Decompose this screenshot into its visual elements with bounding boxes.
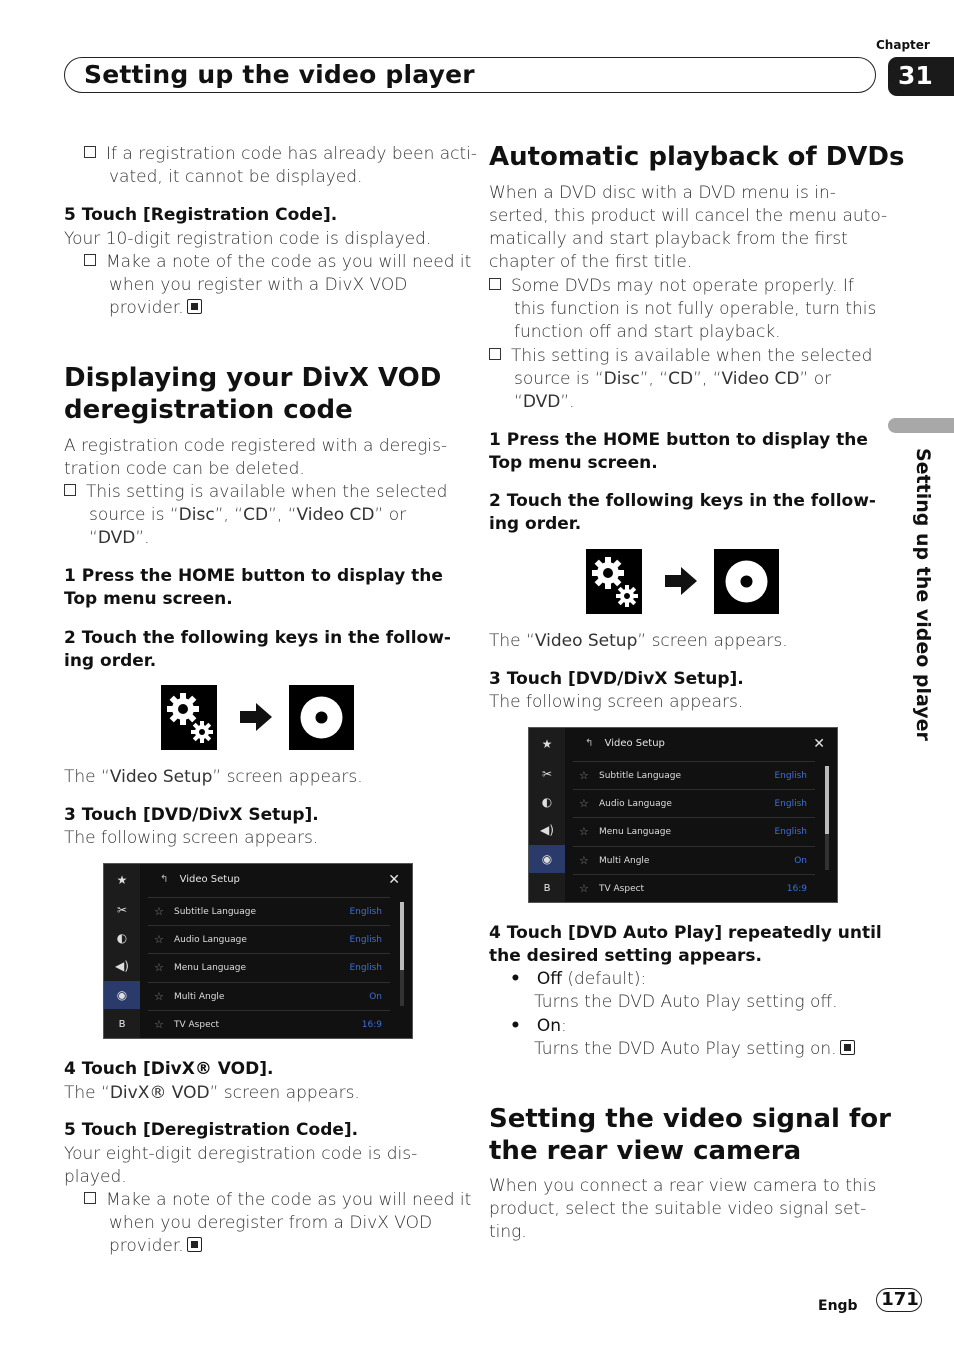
step-dvd-auto-play: 4 Touch [DVD Auto Play] repeatedly until the desired setting appears. bbox=[489, 923, 882, 966]
back-icon[interactable]: ↰ bbox=[585, 738, 594, 749]
video-icon[interactable]: ◉ bbox=[104, 981, 140, 1009]
setting-row[interactable]: ☆ Audio Language English bbox=[573, 789, 815, 818]
note-icon bbox=[84, 146, 96, 158]
setting-row[interactable]: ☆ Menu Language English bbox=[148, 953, 390, 982]
gear-icon bbox=[161, 685, 217, 750]
setting-row[interactable]: ☆ TV Aspect 16:9 bbox=[148, 1010, 390, 1039]
setting-row[interactable]: ☆ Multi Angle On bbox=[148, 982, 390, 1011]
step-press-home: 1 Press the HOME button to display the Top menu screen. bbox=[489, 430, 868, 473]
step-dvd-divx-setup: 3 Touch [DVD/DivX Setup]. bbox=[64, 805, 319, 825]
theme-icon[interactable]: ◐ bbox=[541, 795, 553, 809]
star-icon[interactable]: ☆ bbox=[154, 1018, 164, 1031]
star-icon[interactable]: ☆ bbox=[154, 961, 164, 974]
close-icon[interactable]: ✕ bbox=[813, 736, 825, 752]
note-icon bbox=[489, 348, 501, 360]
step-touch-keys: 2 Touch the following keys in the follow- ing order. bbox=[489, 491, 876, 534]
audio-icon[interactable]: ◀) bbox=[540, 823, 554, 837]
end-mark-icon bbox=[187, 1237, 202, 1252]
star-icon[interactable]: ☆ bbox=[579, 882, 589, 895]
rear-camera-intro: When you connect a rear view camera to this product, select the suitable video signal set- ting. bbox=[489, 1176, 877, 1242]
step-registration-code: 5 Touch [Registration Code]. bbox=[64, 205, 338, 225]
note-icon bbox=[84, 1192, 96, 1204]
note-deregister-provider: Make a note of the code as you will need it when you deregister from a DivX VOD provider. bbox=[84, 1189, 471, 1258]
step-press-home: 1 Press the HOME button to display the Top menu screen. bbox=[64, 566, 443, 609]
setting-row[interactable]: ☆ Subtitle Language English bbox=[148, 897, 390, 926]
arrow-right-icon bbox=[665, 567, 697, 595]
option-on: • On: bbox=[510, 1016, 567, 1036]
screen-sidebar bbox=[104, 864, 140, 1038]
heading-deregistration: Displaying your DivX VOD deregistration code bbox=[64, 363, 442, 425]
settings-key bbox=[586, 549, 642, 614]
setting-row[interactable]: ☆ Multi Angle On bbox=[573, 846, 815, 875]
video-icon[interactable]: ◉ bbox=[529, 845, 565, 873]
note-register-provider: Make a note of the code as you will need it when you register with a DivX VOD provider. bbox=[84, 251, 471, 320]
scrollbar[interactable] bbox=[400, 902, 404, 1006]
disc-icon bbox=[289, 685, 354, 750]
chapter-label: Chapter bbox=[876, 38, 930, 52]
following-screen-text: The following screen appears. bbox=[64, 828, 319, 848]
note-source-availability: This setting is available when the selected source is “Disc”, “CD”, “Video CD” or “DVD”. bbox=[489, 345, 872, 414]
page-header-title: Setting up the video player bbox=[84, 60, 475, 89]
star-icon[interactable]: ☆ bbox=[579, 854, 589, 867]
deregistration-intro: A registration code registered with a deregis- tration code can be deleted. bbox=[64, 436, 448, 479]
close-icon[interactable]: ✕ bbox=[388, 872, 400, 888]
star-icon[interactable]: ☆ bbox=[154, 905, 164, 918]
video-setup-screen bbox=[528, 727, 838, 903]
video-setup-appears: The “Video Setup” screen appears. bbox=[489, 631, 788, 651]
star-icon[interactable]: ☆ bbox=[154, 990, 164, 1003]
end-mark-icon bbox=[187, 299, 202, 314]
setting-row[interactable]: ☆ TV Aspect 16:9 bbox=[573, 874, 815, 903]
back-icon[interactable]: ↰ bbox=[160, 874, 169, 885]
step-touch-keys: 2 Touch the following keys in the follow- ing order. bbox=[64, 628, 451, 671]
registration-code-text: Your 10-digit registration code is displayed. bbox=[64, 229, 432, 249]
video-setup-appears: The “Video Setup” screen appears. bbox=[64, 767, 363, 787]
bluetooth-icon[interactable]: ʙ bbox=[118, 1016, 126, 1030]
gear-icon bbox=[586, 549, 642, 614]
note-source-availability: This setting is available when the selected source is “Disc”, “CD”, “Video CD” or “DVD”. bbox=[64, 481, 447, 550]
star-icon[interactable]: ☆ bbox=[154, 933, 164, 946]
setting-row[interactable]: ☆ Subtitle Language English bbox=[573, 761, 815, 790]
settings-key bbox=[161, 685, 217, 750]
disc-icon bbox=[714, 549, 779, 614]
star-icon[interactable]: ☆ bbox=[579, 769, 589, 782]
star-icon[interactable]: ☆ bbox=[579, 825, 589, 838]
option-off-desc: Turns the DVD Auto Play setting off. bbox=[534, 992, 838, 1012]
end-mark-icon bbox=[840, 1040, 855, 1055]
side-tab-bar bbox=[888, 418, 954, 433]
bluetooth-icon[interactable]: ʙ bbox=[543, 880, 551, 894]
disc-key bbox=[714, 549, 779, 614]
setting-row[interactable]: ☆ Audio Language English bbox=[148, 925, 390, 954]
video-setup-screen bbox=[103, 863, 413, 1039]
page-number: 171 bbox=[881, 1289, 919, 1310]
divx-vod-appears: The “DivX® VOD” screen appears. bbox=[64, 1083, 360, 1103]
tools-icon[interactable]: ✂ bbox=[116, 903, 128, 917]
screen-sidebar bbox=[529, 728, 565, 902]
heading-auto-playback: Automatic playback of DVDs bbox=[489, 142, 905, 172]
arrow-right-icon bbox=[240, 703, 272, 731]
note-icon bbox=[64, 484, 76, 496]
theme-icon[interactable]: ◐ bbox=[116, 931, 128, 945]
following-screen-text: The following screen appears. bbox=[489, 692, 744, 712]
step-divx-vod: 4 Touch [DivX® VOD]. bbox=[64, 1059, 274, 1079]
favorite-icon[interactable]: ★ bbox=[116, 873, 128, 887]
note-dvd-operation: Some DVDs may not operate properly. If this function is not fully operable, turn this function off and start playback. bbox=[489, 275, 876, 344]
auto-playback-intro: When a DVD disc with a DVD menu is in- serted, this product will cancel the menu auto- matically and start playback from the first chapter of the first title. bbox=[489, 183, 888, 272]
language-code: Engb bbox=[818, 1298, 858, 1314]
audio-icon[interactable]: ◀) bbox=[115, 959, 129, 973]
note-icon bbox=[84, 254, 96, 266]
star-icon[interactable]: ☆ bbox=[579, 797, 589, 810]
screen-title: Video Setup bbox=[179, 874, 240, 885]
note-registration-activated: If a registration code has already been acti- vated, it cannot be displayed. bbox=[84, 143, 477, 189]
screen-title: Video Setup bbox=[604, 738, 665, 749]
side-tab-text: Setting up the video player bbox=[912, 448, 934, 741]
screen-header bbox=[148, 864, 412, 896]
heading-rear-camera: Setting the video signal for the rear view camera bbox=[489, 1104, 891, 1166]
note-icon bbox=[489, 278, 501, 290]
tools-icon[interactable]: ✂ bbox=[541, 767, 553, 781]
favorite-icon[interactable]: ★ bbox=[541, 737, 553, 751]
option-off: • Off (default): bbox=[510, 969, 647, 989]
chapter-number: 31 bbox=[898, 61, 933, 90]
option-on-desc: Turns the DVD Auto Play setting on. bbox=[534, 1038, 855, 1061]
scrollbar[interactable] bbox=[825, 766, 829, 870]
screen-header bbox=[573, 728, 837, 760]
deregistration-code-text: Your eight-digit deregistration code is dis- played. bbox=[64, 1144, 418, 1187]
step-dvd-divx-setup: 3 Touch [DVD/DivX Setup]. bbox=[489, 669, 744, 689]
disc-key bbox=[289, 685, 354, 750]
setting-row[interactable]: ☆ Menu Language English bbox=[573, 817, 815, 846]
step-deregistration-code: 5 Touch [Deregistration Code]. bbox=[64, 1120, 359, 1140]
